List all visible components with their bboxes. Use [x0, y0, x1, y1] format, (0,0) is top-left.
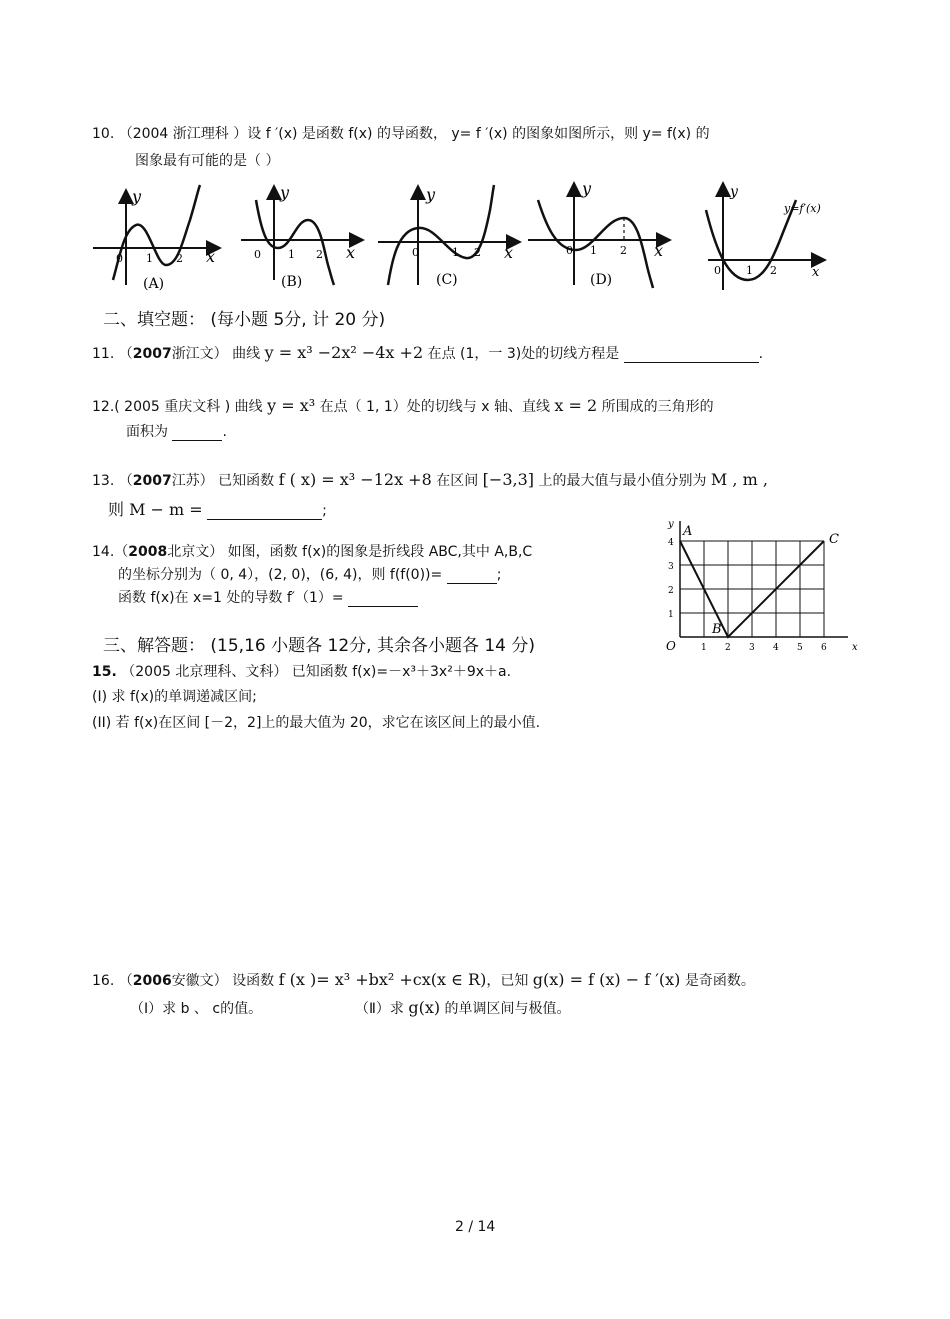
graph-given-tick-1: 1: [746, 264, 753, 277]
q16-equation: f (x )= x³ +bx² +cx(x ∈ R): [278, 970, 487, 989]
q15-function: f(x)=－x³＋3x²＋9x＋a.: [352, 664, 512, 680]
graph-given-tick-0: 0: [714, 264, 721, 277]
graph-d-y-label: y: [582, 180, 592, 198]
graph-c-x-label: x: [504, 243, 514, 262]
q14-line1: 14.（2008北京文） 如图，函数 f(x)的图象是折线段 ABC,其中 A,B,C: [92, 544, 533, 560]
y-tick-label: 3: [668, 562, 674, 572]
graph-a-tick-0: 0: [116, 252, 123, 265]
graph-c-y-label: y: [426, 185, 436, 204]
q15-part2: (II) 若 f(x)在区间 [－2，2]上的最大值为 20，求它在该区间上的最小值.: [92, 715, 541, 731]
q13-line2: 则 M − m = ;: [108, 500, 327, 519]
q16-line1: 16. （2006安徽文） 设函数 f (x )= x³ +bx² +cx(x ∈ R)，已知 g(x) = f (x) − f ′(x) 是奇函数。: [92, 970, 755, 989]
graph-a-label: (A): [143, 276, 165, 292]
point-label-c: C: [829, 532, 839, 547]
graph-a-y-label: y: [132, 187, 142, 206]
page-number: 2 / 14: [455, 1219, 496, 1235]
q15-line1: 15. （2005 北京理科、文科） 已知函数 f(x)=－x³＋3x²＋9x＋a.: [92, 664, 512, 680]
graph-a-tick-2: 2: [176, 252, 183, 265]
x-axis-label: x: [852, 642, 858, 653]
graph-a: [93, 185, 218, 292]
q12-answer-blank[interactable]: [172, 424, 222, 441]
x-tick-label: 2: [725, 643, 731, 653]
graph-d-tick-2: 2: [620, 244, 627, 257]
graph-a-tick-1: 1: [146, 252, 153, 265]
graph-b-tick-0: 0: [254, 248, 261, 261]
graph-b-tick-1: 1: [288, 248, 295, 261]
x-tick-label: 4: [773, 643, 779, 653]
q10-line1: 10. （2004 浙江理科 ）设 f ′(x) 是函数 f(x) 的导函数， y= f ′(x) 的图象如图所示，则 y= f(x) 的: [92, 126, 710, 142]
graph-given-y-label: y: [730, 184, 738, 200]
graph-b-y-label: y: [280, 183, 290, 202]
y-tick-label: 2: [668, 586, 674, 596]
graph-c-tick-1: 1: [452, 246, 459, 259]
q13-equation: f ( x) = x³ −12x +8: [278, 470, 432, 489]
q11-equation: y = x³ −2x² −4x +2: [264, 343, 424, 362]
graph-b-label: (B): [281, 274, 303, 290]
section-2-title: 二、填空题： (每小题 5分, 计 20 分): [103, 310, 386, 330]
graph-given-label: y=f′(x): [784, 202, 821, 215]
x-tick-label: 6: [821, 643, 827, 653]
graph-d: [528, 180, 668, 288]
q15-part1: (I) 求 f(x)的单调递减区间;: [92, 689, 257, 705]
q12-line-equation: x = 2: [554, 396, 598, 415]
graph-d-tick-1: 1: [590, 244, 597, 257]
q14-line2: 的坐标分别为（ 0, 4），(2, 0)，(6, 4)，则 f(f(0))= ;: [118, 567, 502, 583]
q14-answer-blank-1[interactable]: [447, 567, 497, 584]
graph-c-label: (C): [436, 272, 458, 288]
graph-c: [378, 185, 518, 288]
graph-b-x-label: x: [346, 243, 356, 262]
x-tick-label: 1: [701, 643, 707, 653]
q10-line2: 图象最有可能的是（ ）: [135, 153, 280, 169]
y-axis-label: y: [668, 519, 674, 530]
graph-a-x-label: x: [206, 247, 216, 266]
q13-answer-blank[interactable]: [207, 503, 322, 520]
graph-given-tick-2: 2: [770, 264, 777, 277]
q11: 11. （2007浙江文） 曲线 y = x³ −2x² −4x +2 在点 (1，一 3)处的切线方程是 .: [92, 343, 764, 362]
y-tick-label: 1: [668, 610, 674, 620]
graph-given: [706, 184, 823, 290]
q13-line1: 13. （2007江苏） 已知函数 f ( x) = x³ −12x +8 在区间 [−3,3] 上的最大值与最小值分别为 M , m ,: [92, 470, 768, 489]
q12-line2: 面积为 .: [126, 424, 227, 440]
graph-d-label: (D): [590, 272, 613, 288]
q16-g-equation: g(x) = f (x) − f ′(x): [532, 970, 681, 989]
graph-c-tick-2: 2: [474, 246, 481, 259]
graph-d-tick-0: 0: [566, 244, 573, 257]
q14-figure: [658, 505, 858, 655]
point-label-b: B: [712, 622, 722, 637]
graph-given-x-label: x: [812, 265, 820, 280]
q14-line3: 函数 f(x)在 x=1 处的导数 f′（1）=: [118, 587, 418, 607]
origin-label: O: [666, 639, 676, 653]
q12-line1: 12.( 2005 重庆文科 ) 曲线 y = x³ 在点（ 1, 1）处的切线与 x 轴、直线 x = 2 所围成的三角形的: [92, 396, 714, 415]
q16-part2: （Ⅱ）求 g(x) 的单调区间与极值。: [355, 998, 571, 1017]
graph-c-tick-0: 0: [412, 246, 419, 259]
graph-b-tick-2: 2: [316, 248, 323, 261]
q14-answer-blank-2[interactable]: [348, 590, 418, 607]
graph-b: [241, 183, 361, 290]
graph-d-x-label: x: [654, 241, 664, 260]
q11-answer-blank[interactable]: [624, 346, 759, 363]
q16-part1: （Ⅰ）求 b 、 c的值。: [130, 1001, 263, 1017]
q12-equation: y = x³: [267, 396, 316, 415]
section-3-title: 三、解答题： (15,16 小题各 12分, 其余各小题各 14 分): [103, 636, 536, 656]
y-tick-label: 4: [668, 538, 674, 548]
q10-graphs: [88, 180, 828, 295]
x-tick-label: 3: [749, 643, 755, 653]
point-label-a: A: [683, 524, 693, 539]
x-tick-label: 5: [797, 643, 803, 653]
